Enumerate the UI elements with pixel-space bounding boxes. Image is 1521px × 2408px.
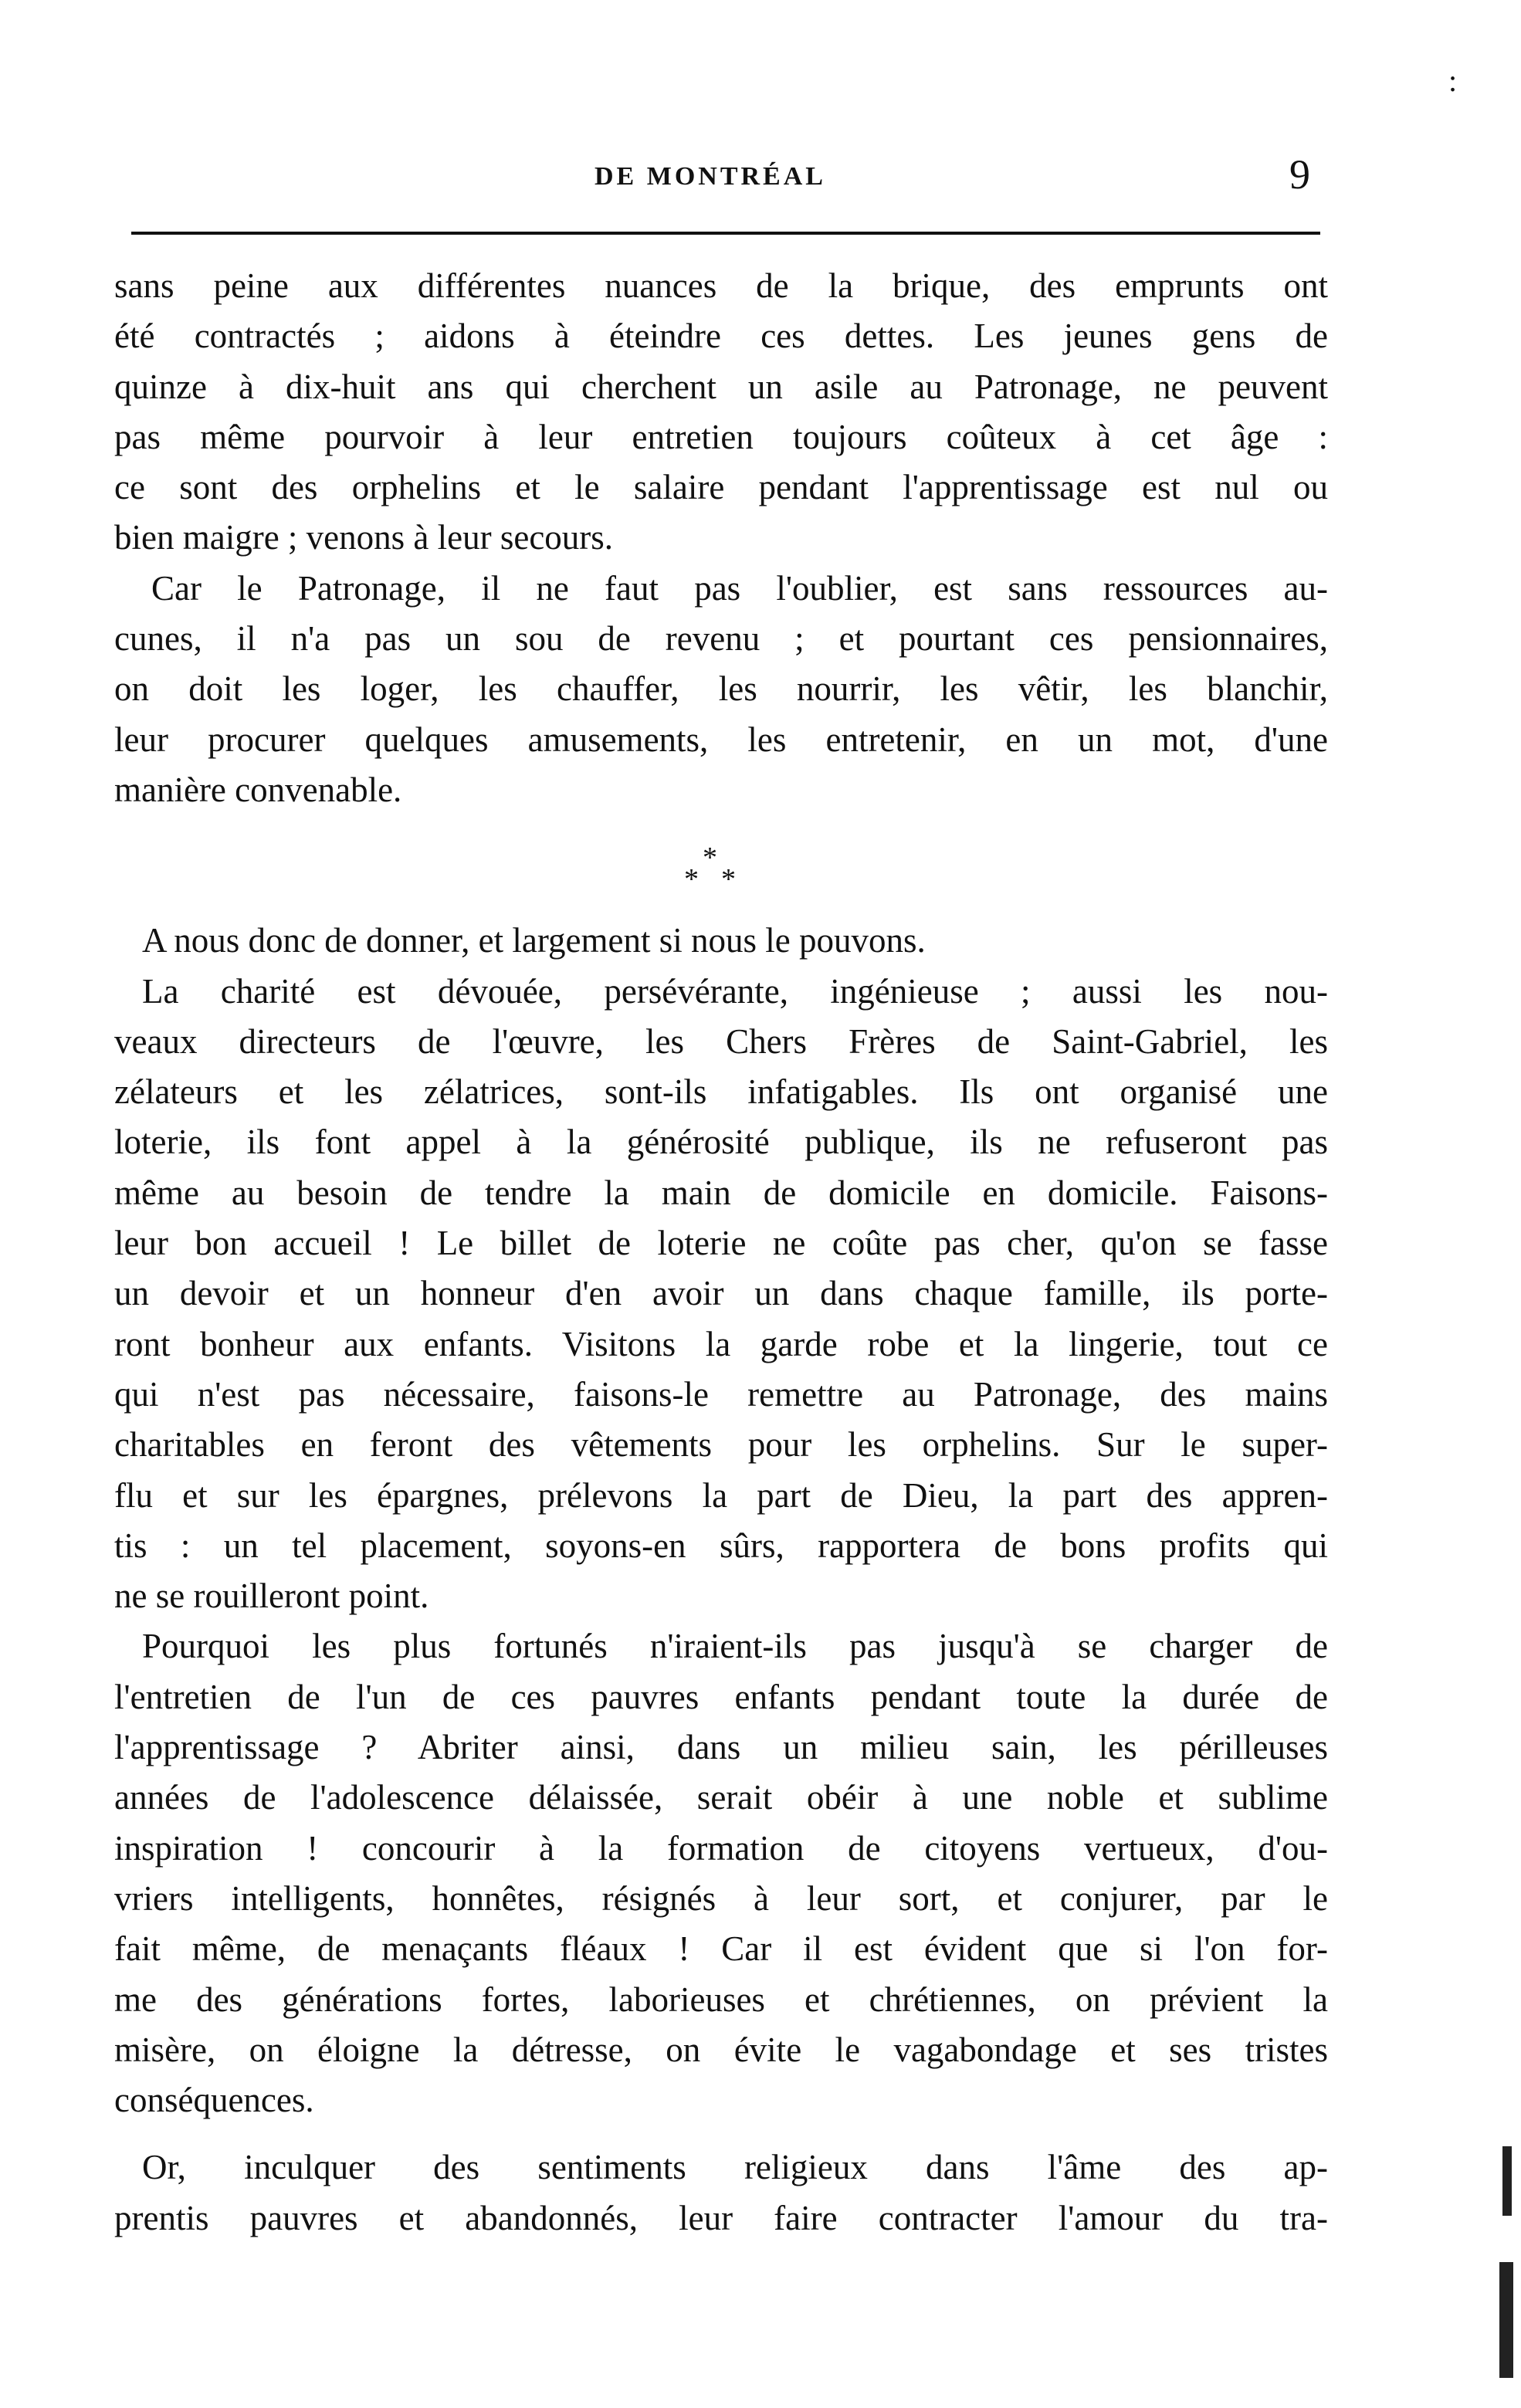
text-line: manière convenable. <box>114 770 402 809</box>
text-line: ne se rouilleront point. <box>114 1577 429 1616</box>
paragraph-5 <box>114 1621 1328 2125</box>
paragraph-1 <box>114 261 1328 564</box>
text-line: inspiration ! concourir à la formation de citoyens vertueux, d'ou- <box>114 1828 1328 1868</box>
paragraph-6 <box>114 2142 1328 2244</box>
text-line: charitables en feront des vêtements pour les orphelins. Sur le super- <box>114 1425 1328 1465</box>
text-line: leur procurer quelques amusements, les entretenir, en un mot, d'une <box>114 720 1328 759</box>
text-line: Car le Patronage, il ne faut pas l'oublier, est sans ressources au- <box>151 568 1328 608</box>
scan-edge-mark <box>1499 2262 1513 2378</box>
text-line: sans peine aux différentes nuances de la brique, des emprunts ont <box>114 266 1328 305</box>
text-line: A nous donc de donner, et largement si nous le pouvons. <box>142 921 926 960</box>
text-line: Pourquoi les plus fortunés n'iraient-ils pas jusqu'à se charger de <box>142 1627 1328 1666</box>
text-line: fait même, de menaçants fléaux ! Car il est évident que si l'on for- <box>114 1929 1328 1969</box>
text-line: cunes, il n'a pas un sou de revenu ; et pourtant ces pensionnaires, <box>114 619 1328 659</box>
text-line: prentis pauvres et abandonnés, leur faire contracter l'amour du tra- <box>114 2198 1328 2237</box>
text-line: ce sont des orphelins et le salaire pendant l'apprentissage est nul ou <box>114 468 1328 507</box>
text-line: années de l'adolescence délaissée, serait obéir à une noble et sublime <box>114 1778 1328 1817</box>
text-line: l'apprentissage ? Abriter ainsi, dans un milieu sain, les périlleuses <box>114 1728 1328 1767</box>
asterism-star-top: * <box>703 842 717 875</box>
paragraph-2 <box>114 564 1328 815</box>
text-line: flu et sur les épargnes, prélevons la part de Dieu, la part des appren- <box>114 1475 1328 1515</box>
paragraph-3 <box>114 916 1328 966</box>
page-number: 9 <box>1289 151 1310 198</box>
text-line: été contractés ; aidons à éteindre ces dettes. Les jeunes gens de <box>114 317 1328 356</box>
running-title: DE MONTRÉAL <box>595 162 826 191</box>
text-body <box>114 261 1328 2244</box>
text-line: veaux directeurs de l'œuvre, les Chers Frères de Saint-Gabriel, les <box>114 1021 1328 1061</box>
running-header <box>116 151 1324 198</box>
text-line: on doit les loger, les chauffer, les nourrir, les vêtir, les blanchir, <box>114 669 1328 709</box>
asterism <box>114 815 1328 916</box>
text-line: quinze à dix-huit ans qui cherchent un asile au Patronage, ne peuvent <box>114 367 1328 406</box>
paragraph-4 <box>114 967 1328 1622</box>
text-line: Or, inculquer des sentiments religieux dans l'âme des ap- <box>142 2148 1328 2187</box>
text-line: tis : un tel placement, soyons-en sûrs, rapportera de bons profits qui <box>114 1526 1328 1565</box>
text-line: bien maigre ; venons à leur secours. <box>114 518 614 557</box>
text-line: me des générations fortes, laborieuses et chrétiennes, on prévient la <box>114 1980 1328 2019</box>
text-line: La charité est dévouée, persévérante, ingénieuse ; aussi les nou- <box>142 971 1328 1011</box>
text-line: leur bon accueil ! Le billet de loterie ne coûte pas cher, qu'on se fasse <box>114 1224 1328 1263</box>
text-line: vriers intelligents, honnêtes, résignés à leur sort, et conjurer, par le <box>114 1878 1328 1918</box>
text-line: zélateurs et les zélatrices, sont-ils infatigables. Ils ont organisé une <box>114 1072 1328 1112</box>
asterism-star-left: * <box>684 863 699 896</box>
text-line: pas même pourvoir à leur entretien toujours coûteux à cet âge : <box>114 417 1328 456</box>
header-rule <box>131 232 1320 235</box>
asterism-star-right: * <box>721 863 736 896</box>
margin-mark: : <box>1448 63 1458 98</box>
text-line: même au besoin de tendre la main de domicile en domicile. Faisons- <box>114 1173 1328 1212</box>
text-line: ront bonheur aux enfants. Visitons la garde robe et la lingerie, tout ce <box>114 1324 1328 1363</box>
text-line: un devoir et un honneur d'en avoir un dans chaque famille, ils porte- <box>114 1274 1328 1313</box>
text-line: loterie, ils font appel à la générosité publique, ils ne refuseront pas <box>114 1123 1328 1162</box>
scan-edge-mark <box>1502 2146 1512 2216</box>
text-line: l'entretien de l'un de ces pauvres enfants pendant toute la durée de <box>114 1677 1328 1716</box>
text-line: conséquences. <box>114 2081 314 2120</box>
text-line: qui n'est pas nécessaire, faisons-le remettre au Patronage, des mains <box>114 1374 1328 1414</box>
text-line: misère, on éloigne la détresse, on évite le vagabondage et ses tristes <box>114 2030 1328 2069</box>
paragraph-gap <box>114 2125 1328 2142</box>
